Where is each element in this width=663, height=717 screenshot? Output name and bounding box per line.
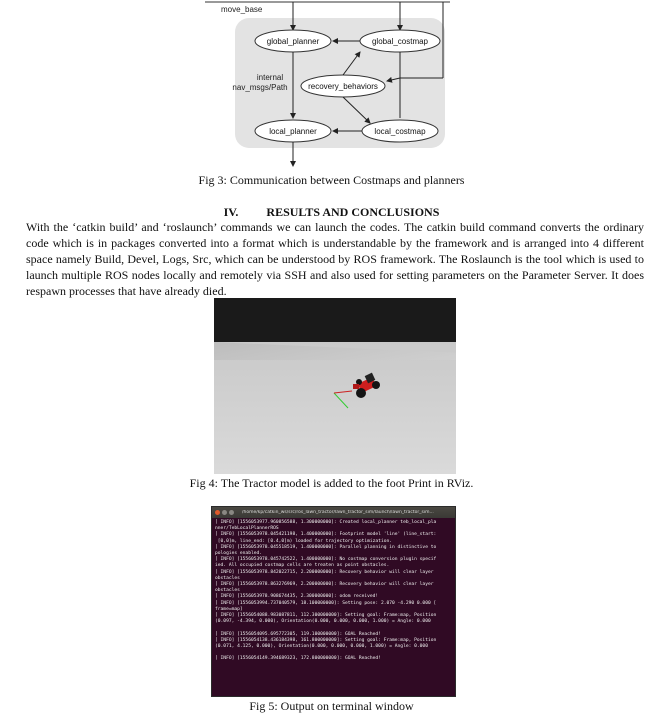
- global-costmap-label: global_costmap: [371, 37, 429, 46]
- terminal-line: [ INFO] [1556053994.737040579, 18.100000000]: Setting pose: 2.070 -4.290 0.000 [: [215, 600, 437, 606]
- terminal-line: frame=map]: [215, 606, 243, 612]
- terminal-line: [0,0]m, line_end: [0.4,0]m) loaded for trajectory optimization.: [215, 538, 393, 544]
- terminal-line: [ INFO] [1556054088.983087811, 112.300000000]: Setting goal: Frame:map, Position: [215, 613, 437, 619]
- terminal-line: [ INFO] [1556053978.842022715, 2.200000000]: Recovery behavior will clear layer: [215, 569, 434, 575]
- terminal-line: [ INFO] [1556053978.045742522, 1.400000000]: No costmap conversion plugin specif: [215, 557, 437, 563]
- terminal-line: [ INFO] [1556053978.045518519, 1.400000000]: Parallel planning in distinctive to: [215, 544, 437, 550]
- terminal-line: [ INFO] [1556054138.436184398, 161.800000000]: Setting goal: Frame:map, Position: [215, 637, 437, 643]
- fig4-caption: Fig 4: The Tractor model is added to the foot Print in RViz.: [189, 476, 474, 490]
- maximize-icon: [229, 510, 234, 515]
- terminal-line: ied. All occupied costmap cells are treaten as point obstacles.: [215, 563, 390, 569]
- terminal-line: obstacles: [215, 588, 240, 594]
- terminal-line: [ INFO] [1556053978.045421198, 1.400000000]: Footprint model 'line' (line_start:: [215, 532, 437, 538]
- fig3-caption: Fig 3: Communication between Costmaps and planners: [198, 173, 465, 187]
- terminal-line: (0.071, 4.125, 0.000), Orientation(0.000, 0.000, 0.000, 1.000) = Angle: 0.000: [215, 644, 428, 650]
- local-costmap-label: local_costmap: [374, 127, 426, 136]
- terminal-line: pologies enabled.: [215, 551, 263, 557]
- local-planner-label: local_planner: [269, 127, 317, 136]
- close-icon: [215, 510, 220, 515]
- terminal-line: [ INFO] [1556054149.394689323, 172.800000000]: GOAL Reached!: [215, 656, 381, 662]
- move-base-label: move_base: [221, 5, 263, 14]
- section-number: IV.: [223, 205, 239, 219]
- body-paragraph: With the ‘catkin build’ and ‘roslaunch’ commands we can launch the codes. The catkin build command converts the ordinary code which is in packages converted into a format which is understandable by the framework and is arranged into 4 different space namely Build, Devel, Logs, Src, which can be understood by ROS framework. The Roslaunch is the tool which is used to launch multiple ROS nodes locally and remotely via SSH and also used for setting parameters on the Parameter Server. It does respawn processes that have already died.: [26, 220, 644, 298]
- edge-label-navmsgs: nav_msgs/Path: [232, 83, 288, 92]
- fig4-rviz-image: [214, 298, 456, 474]
- terminal-output: [212, 518, 455, 665]
- edge-label-internal: internal: [256, 73, 284, 82]
- terminal-line: nner/TebLocalPlannerROS: [215, 526, 279, 532]
- section-heading: [0, 205, 663, 220]
- terminal-line: [ INFO] [1556053977.960856588, 1.300000000]: Created local_planner teb_local_pla: [215, 520, 437, 525]
- recovery-behaviors-label: recovery_behaviors: [308, 82, 378, 91]
- terminal-line: obstacles: [215, 575, 240, 581]
- terminal-title: /home/kp/catkin_ws/src/ros_lawn_tractor/lawn_tractor_sim/launch/lawn_tractor_sim...: [242, 510, 434, 515]
- fig3-diagram: [205, 0, 450, 168]
- terminal-line: (0.097, -4.394, 0.000), Orientation(0.000, 0.000, 0.000, 1.000) = Angle: 0.000: [215, 619, 431, 625]
- terminal-titlebar: [212, 507, 455, 518]
- global-planner-label: global_planner: [266, 37, 320, 46]
- terminal-line: [ INFO] [1556053978.863276969, 2.200000000]: Recovery behavior will clear layer: [215, 582, 434, 588]
- terminal-line: [ INFO] [1556053978.908674435, 2.300000000]: odom received!: [215, 594, 379, 600]
- fig5-caption: Fig 5: Output on terminal window: [249, 699, 414, 713]
- minimize-icon: [222, 510, 227, 515]
- tractor-model: [214, 298, 456, 474]
- terminal-line: [ INFO] [1556054095.695772305, 119.100000000]: GOAL Reached!: [215, 631, 381, 637]
- section-title: RESULTS AND CONCLUSIONS: [266, 205, 440, 219]
- fig5-terminal-window: [211, 506, 456, 697]
